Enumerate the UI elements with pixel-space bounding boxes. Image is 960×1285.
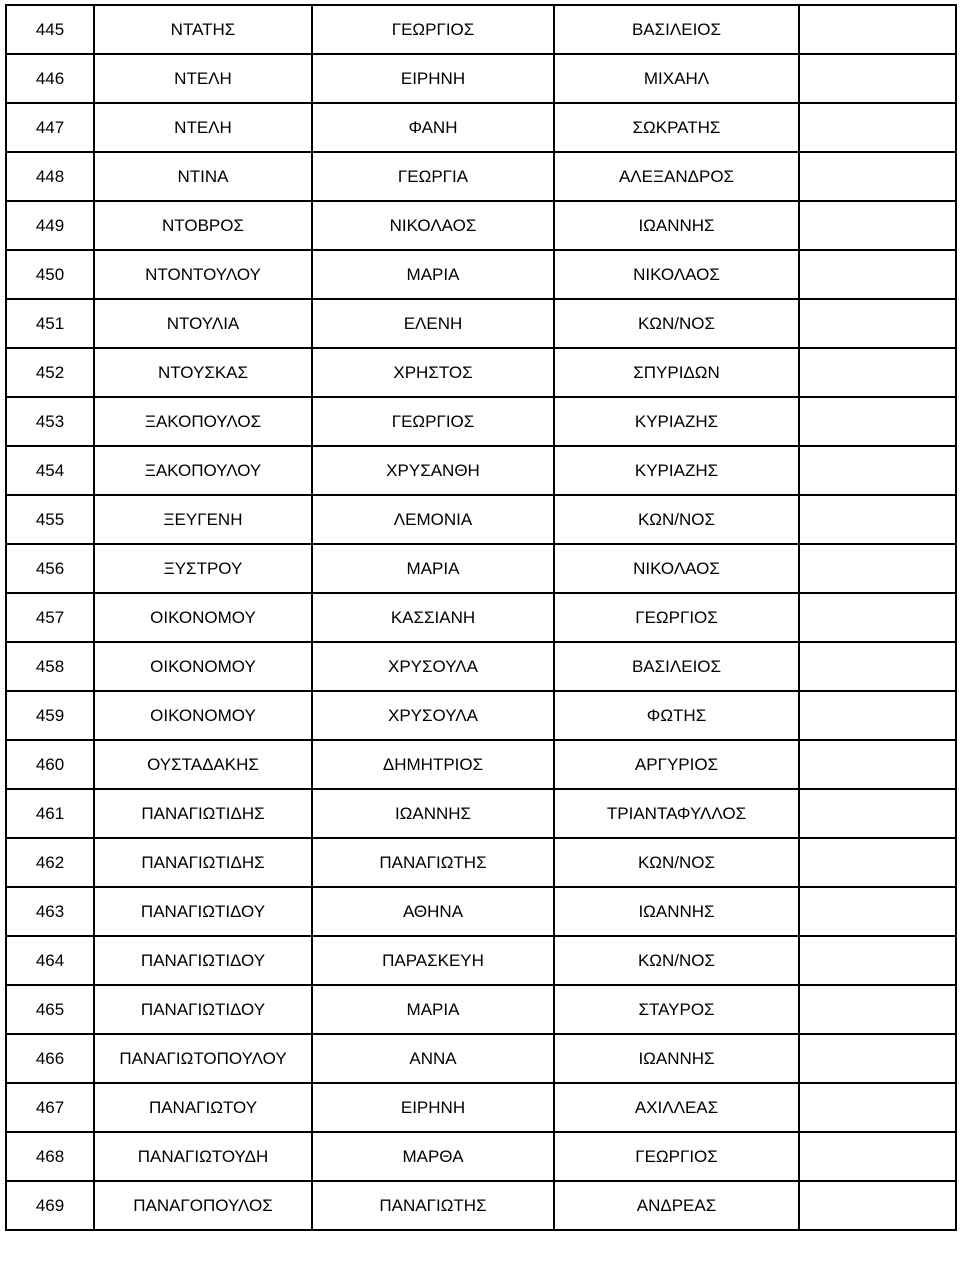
table-row [6,152,956,201]
row-number-cell: 467 [6,1083,94,1132]
father-name-cell: ΚΩΝ/ΝΟΣ [554,299,799,348]
row-number-cell: 455 [6,495,94,544]
surname-cell: ΝΤΟΒΡΟΣ [94,201,312,250]
father-name-cell: ΑΝΔΡΕΑΣ [554,1181,799,1230]
table-row [6,54,956,103]
surname-cell: ΝΤΑΤΗΣ [94,5,312,54]
table-row [6,740,956,789]
table-row [6,544,956,593]
empty-cell [799,5,956,54]
row-number-cell: 469 [6,1181,94,1230]
empty-cell [799,397,956,446]
empty-cell [799,789,956,838]
table-row [6,642,956,691]
father-name-cell: ΚΩΝ/ΝΟΣ [554,495,799,544]
father-name-cell: ΣΠΥΡΙΔΩΝ [554,348,799,397]
father-name-cell: ΙΩΑΝΝΗΣ [554,201,799,250]
row-number-cell: 445 [6,5,94,54]
row-number-cell: 466 [6,1034,94,1083]
first-name-cell: ΑΘΗΝΑ [312,887,554,936]
table-row [6,1083,956,1132]
father-name-cell: ΜΙΧΑΗΛ [554,54,799,103]
empty-cell [799,348,956,397]
surname-cell: ΟΥΣΤΑΔΑΚΗΣ [94,740,312,789]
empty-cell [799,887,956,936]
empty-cell [799,152,956,201]
row-number-cell: 458 [6,642,94,691]
empty-cell [799,985,956,1034]
table-row [6,985,956,1034]
father-name-cell: ΚΥΡΙΑΖΗΣ [554,397,799,446]
row-number-cell: 461 [6,789,94,838]
row-number-cell: 465 [6,985,94,1034]
first-name-cell: ΜΑΡΙΑ [312,250,554,299]
table-row [6,1034,956,1083]
table-row [6,495,956,544]
surname-cell: ΝΤΕΛΗ [94,103,312,152]
father-name-cell: ΣΤΑΥΡΟΣ [554,985,799,1034]
first-name-cell: ΧΡΗΣΤΟΣ [312,348,554,397]
row-number-cell: 447 [6,103,94,152]
father-name-cell: ΣΩΚΡΑΤΗΣ [554,103,799,152]
father-name-cell: ΙΩΑΝΝΗΣ [554,1034,799,1083]
first-name-cell: ΜΑΡΙΑ [312,544,554,593]
table-row [6,838,956,887]
first-name-cell: ΠΑΡΑΣΚΕΥΗ [312,936,554,985]
surname-cell: ΠΑΝΑΓΙΩΤΟΥΔΗ [94,1132,312,1181]
row-number-cell: 460 [6,740,94,789]
table-row [6,887,956,936]
father-name-cell: ΚΩΝ/ΝΟΣ [554,936,799,985]
table-row [6,1132,956,1181]
roster-table [5,4,957,1231]
table-row [6,789,956,838]
empty-cell [799,544,956,593]
row-number-cell: 446 [6,54,94,103]
first-name-cell: ΧΡΥΣΟΥΛΑ [312,691,554,740]
first-name-cell: ΕΙΡΗΝΗ [312,1083,554,1132]
first-name-cell: ΜΑΡΙΑ [312,985,554,1034]
father-name-cell: ΒΑΣΙΛΕΙΟΣ [554,642,799,691]
surname-cell: ΟΙΚΟΝΟΜΟΥ [94,593,312,642]
surname-cell: ΠΑΝΑΓΙΩΤΟΥ [94,1083,312,1132]
roster-table-body [6,5,956,1230]
table-row [6,250,956,299]
first-name-cell: ΑΝΝΑ [312,1034,554,1083]
empty-cell [799,936,956,985]
surname-cell: ΝΤΟΥΣΚΑΣ [94,348,312,397]
surname-cell: ΠΑΝΑΓΙΩΤΙΔΗΣ [94,789,312,838]
first-name-cell: ΝΙΚΟΛΑΟΣ [312,201,554,250]
surname-cell: ΝΤΟΝΤΟΥΛΟΥ [94,250,312,299]
surname-cell: ΠΑΝΑΓΙΩΤΙΔΟΥ [94,985,312,1034]
first-name-cell: ΕΙΡΗΝΗ [312,54,554,103]
empty-cell [799,1132,956,1181]
surname-cell: ΟΙΚΟΝΟΜΟΥ [94,691,312,740]
first-name-cell: ΕΛΕΝΗ [312,299,554,348]
surname-cell: ΞΕΥΓΕΝΗ [94,495,312,544]
empty-cell [799,299,956,348]
surname-cell: ΠΑΝΑΓΙΩΤΙΔΟΥ [94,887,312,936]
first-name-cell: ΛΕΜΟΝΙΑ [312,495,554,544]
surname-cell: ΝΤΙΝΑ [94,152,312,201]
row-number-cell: 451 [6,299,94,348]
first-name-cell: ΓΕΩΡΓΙΑ [312,152,554,201]
table-row [6,5,956,54]
first-name-cell: ΔΗΜΗΤΡΙΟΣ [312,740,554,789]
father-name-cell: ΑΛΕΞΑΝΔΡΟΣ [554,152,799,201]
father-name-cell: ΒΑΣΙΛΕΙΟΣ [554,5,799,54]
surname-cell: ΝΤΟΥΛΙΑ [94,299,312,348]
father-name-cell: ΓΕΩΡΓΙΟΣ [554,593,799,642]
empty-cell [799,201,956,250]
father-name-cell: ΚΩΝ/ΝΟΣ [554,838,799,887]
empty-cell [799,103,956,152]
first-name-cell: ΜΑΡΘΑ [312,1132,554,1181]
table-row [6,446,956,495]
first-name-cell: ΧΡΥΣΟΥΛΑ [312,642,554,691]
empty-cell [799,1181,956,1230]
row-number-cell: 457 [6,593,94,642]
first-name-cell: ΙΩΑΝΝΗΣ [312,789,554,838]
row-number-cell: 449 [6,201,94,250]
father-name-cell: ΤΡΙΑΝΤΑΦΥΛΛΟΣ [554,789,799,838]
father-name-cell: ΙΩΑΝΝΗΣ [554,887,799,936]
row-number-cell: 459 [6,691,94,740]
empty-cell [799,1034,956,1083]
surname-cell: ΞΥΣΤΡΟΥ [94,544,312,593]
empty-cell [799,642,956,691]
first-name-cell: ΠΑΝΑΓΙΩΤΗΣ [312,838,554,887]
surname-cell: ΞΑΚΟΠΟΥΛΟΥ [94,446,312,495]
empty-cell [799,495,956,544]
row-number-cell: 450 [6,250,94,299]
surname-cell: ΟΙΚΟΝΟΜΟΥ [94,642,312,691]
row-number-cell: 464 [6,936,94,985]
first-name-cell: ΓΕΩΡΓΙΟΣ [312,397,554,446]
father-name-cell: ΚΥΡΙΑΖΗΣ [554,446,799,495]
row-number-cell: 453 [6,397,94,446]
surname-cell: ΠΑΝΑΓΙΩΤΟΠΟΥΛΟΥ [94,1034,312,1083]
surname-cell: ΠΑΝΑΓΙΩΤΙΔΟΥ [94,936,312,985]
table-row [6,348,956,397]
empty-cell [799,54,956,103]
table-row [6,936,956,985]
row-number-cell: 452 [6,348,94,397]
father-name-cell: ΑΧΙΛΛΕΑΣ [554,1083,799,1132]
first-name-cell: ΓΕΩΡΓΙΟΣ [312,5,554,54]
row-number-cell: 448 [6,152,94,201]
row-number-cell: 462 [6,838,94,887]
surname-cell: ΞΑΚΟΠΟΥΛΟΣ [94,397,312,446]
first-name-cell: ΧΡΥΣΑΝΘΗ [312,446,554,495]
first-name-cell: ΠΑΝΑΓΙΩΤΗΣ [312,1181,554,1230]
father-name-cell: ΦΩΤΗΣ [554,691,799,740]
row-number-cell: 463 [6,887,94,936]
empty-cell [799,593,956,642]
table-row [6,1181,956,1230]
surname-cell: ΝΤΕΛΗ [94,54,312,103]
table-row [6,103,956,152]
surname-cell: ΠΑΝΑΓΙΩΤΙΔΗΣ [94,838,312,887]
father-name-cell: ΝΙΚΟΛΑΟΣ [554,250,799,299]
table-row [6,299,956,348]
empty-cell [799,838,956,887]
table-row [6,201,956,250]
first-name-cell: ΦΑΝΗ [312,103,554,152]
father-name-cell: ΓΕΩΡΓΙΟΣ [554,1132,799,1181]
table-row [6,593,956,642]
empty-cell [799,740,956,789]
father-name-cell: ΝΙΚΟΛΑΟΣ [554,544,799,593]
empty-cell [799,250,956,299]
table-row [6,691,956,740]
father-name-cell: ΑΡΓΥΡΙΟΣ [554,740,799,789]
empty-cell [799,446,956,495]
surname-cell: ΠΑΝΑΓΟΠΟΥΛΟΣ [94,1181,312,1230]
first-name-cell: ΚΑΣΣΙΑΝΗ [312,593,554,642]
row-number-cell: 468 [6,1132,94,1181]
row-number-cell: 456 [6,544,94,593]
empty-cell [799,1083,956,1132]
empty-cell [799,691,956,740]
table-row [6,397,956,446]
row-number-cell: 454 [6,446,94,495]
